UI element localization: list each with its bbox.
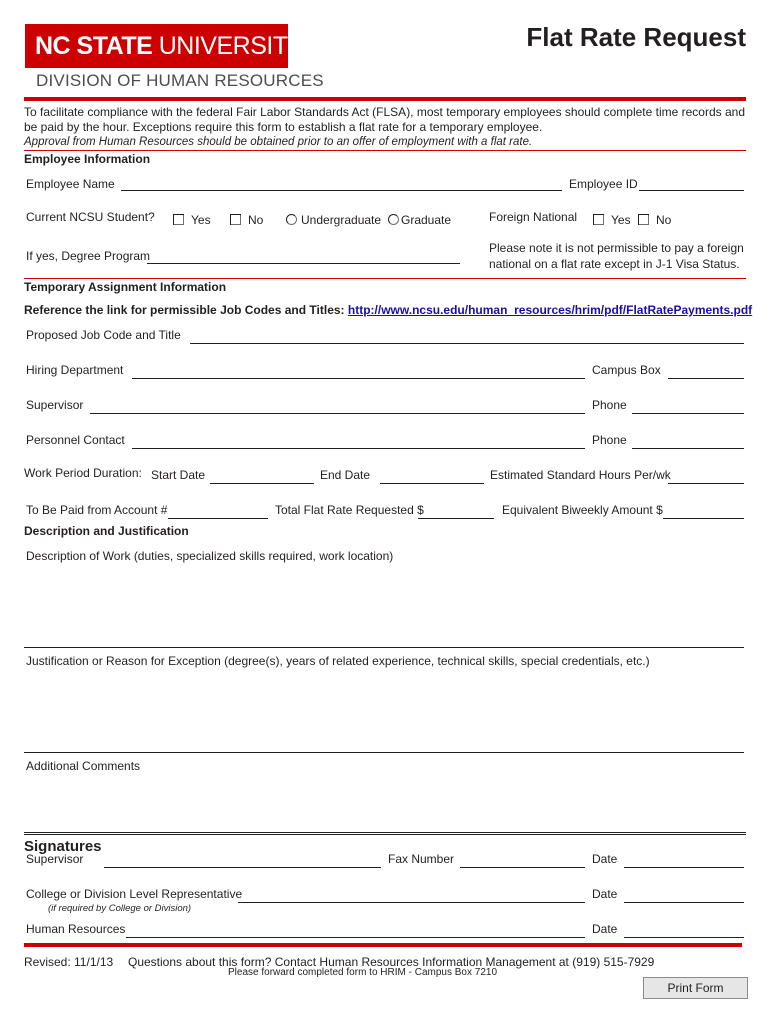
additional-comments-label: Additional Comments [26, 759, 141, 773]
supervisor-signature-label: Supervisor [26, 852, 84, 866]
justification-field[interactable] [24, 671, 744, 751]
description-of-work-label: Description of Work (duties, specialized skills required, work location) [26, 549, 394, 563]
account-field[interactable] [168, 505, 268, 519]
signatures-divider [24, 832, 746, 835]
additional-comments-field[interactable] [24, 776, 744, 831]
logo-main-rest: UNIVERSITY [152, 32, 304, 60]
employee-id-field[interactable] [639, 177, 744, 191]
date-label-3: Date [592, 922, 618, 936]
logo-main-bold: NC STATE [35, 32, 153, 60]
total-flat-rate-field[interactable] [418, 505, 494, 519]
degree-program-field[interactable] [147, 250, 460, 264]
foreign-yes-label: Yes [611, 213, 631, 227]
student-label: Current NCSU Student? [26, 210, 155, 224]
description-of-work-field[interactable] [24, 566, 744, 646]
phone-label: Phone [592, 398, 627, 412]
section-divider [24, 278, 746, 279]
campus-box-label: Campus Box [592, 363, 661, 377]
page-title: Flat Rate Request [526, 22, 746, 52]
employee-id-label: Employee ID [569, 177, 638, 191]
description-section-title: Description and Justification [24, 524, 189, 538]
questions-contact: Questions about this form? Contact Human Resources Information Management at (919) 515-7929 [128, 955, 655, 969]
end-date-field[interactable] [380, 470, 484, 484]
college-representative-label: College or Division Level Representative [26, 887, 243, 901]
hiring-department-field[interactable] [132, 365, 585, 379]
supervisor-signature-field[interactable] [104, 854, 381, 868]
graduate-radio[interactable] [388, 214, 399, 225]
divider [24, 647, 744, 648]
foreign-no-checkbox[interactable] [638, 214, 649, 225]
foreign-no-label: No [656, 213, 672, 227]
employee-section-title: Employee Information [24, 152, 151, 166]
print-form-button[interactable]: Print Form [643, 977, 748, 999]
reference-label: Reference the link for permissible Job Codes and Titles: [24, 303, 345, 317]
header-divider [24, 97, 746, 101]
supervisor-date-field[interactable] [624, 854, 744, 868]
supervisor-phone-field[interactable] [632, 400, 744, 414]
supervisor-field[interactable] [90, 400, 585, 414]
college-representative-field[interactable] [238, 889, 585, 903]
college-note: (if required by College or Division) [48, 903, 192, 914]
human-resources-field[interactable] [126, 924, 585, 938]
personnel-phone-field[interactable] [632, 435, 744, 449]
employee-name-label: Employee Name [26, 177, 115, 191]
college-date-field[interactable] [624, 889, 744, 903]
biweekly-amount-label: Equivalent Biweekly Amount $ [502, 503, 663, 517]
section-divider [24, 150, 746, 151]
fax-number-field[interactable] [460, 854, 585, 868]
undergraduate-radio[interactable] [286, 214, 297, 225]
footer-divider [24, 943, 742, 947]
forward-instructions: Please forward completed form to HRIM - Campus Box 7210 [228, 967, 497, 978]
fax-number-label: Fax Number [388, 852, 455, 866]
student-no-label: No [248, 213, 264, 227]
student-yes-label: Yes [191, 213, 211, 227]
personnel-contact-label: Personnel Contact [26, 433, 125, 447]
student-no-checkbox[interactable] [230, 214, 241, 225]
foreign-yes-checkbox[interactable] [593, 214, 604, 225]
revised-date: Revised: 11/1/13 [24, 955, 114, 969]
foreign-note-line-2: national on a flat rate except in J-1 Visa Status. [489, 257, 740, 271]
work-period-label: Work Period Duration: [24, 466, 142, 480]
nc-state-logo [25, 24, 304, 68]
hiring-department-label: Hiring Department [26, 363, 124, 377]
campus-box-field[interactable] [668, 365, 744, 379]
account-label: To Be Paid from Account # [26, 503, 168, 517]
assignment-section-title: Temporary Assignment Information [24, 280, 227, 294]
job-code-label: Proposed Job Code and Title [26, 328, 181, 342]
supervisor-label: Supervisor [26, 398, 84, 412]
graduate-label: Graduate [401, 213, 452, 227]
start-date-label: Start Date [151, 468, 206, 482]
estimated-hours-field[interactable] [668, 470, 744, 484]
biweekly-amount-field[interactable] [663, 505, 744, 519]
date-label-2: Date [592, 887, 618, 901]
student-yes-checkbox[interactable] [173, 214, 184, 225]
undergraduate-label: Undergraduate [301, 213, 382, 227]
job-code-field[interactable] [190, 330, 744, 344]
foreign-national-label: Foreign National [489, 210, 578, 224]
estimated-hours-label: Estimated Standard Hours Per/wk [490, 468, 671, 482]
flat-rate-payments-link[interactable]: http://www.ncsu.edu/human_resources/hrim/pdf/FlatRatePayments.pdf [347, 303, 753, 317]
date-label-1: Date [592, 852, 618, 866]
foreign-note-line-1: Please note it is not permissible to pay a foreign [489, 241, 744, 255]
reference-line [24, 303, 752, 317]
human-resources-date-field[interactable] [624, 924, 744, 938]
employee-name-field[interactable] [121, 177, 562, 191]
intro-text: To facilitate compliance with the federal Fair Labor Standards Act (FLSA), most temporary employees should complete time records and be paid by the hour. Exceptions require this form to establish a flat rate for a temporary employee. [24, 105, 746, 134]
start-date-field[interactable] [210, 470, 314, 484]
divider [24, 752, 744, 753]
degree-program-label: If yes, Degree Program [26, 249, 151, 263]
end-date-label: End Date [320, 468, 371, 482]
total-flat-rate-label: Total Flat Rate Requested $ [275, 503, 424, 517]
phone-label-2: Phone [592, 433, 627, 447]
human-resources-label: Human Resources [26, 922, 126, 936]
personnel-contact-field[interactable] [132, 435, 585, 449]
logo-subtitle: DIVISION OF HUMAN RESOURCES [36, 71, 324, 90]
signatures-section-title: Signatures [24, 838, 102, 855]
justification-label: Justification or Reason for Exception (degree(s), years of related experience, technical skills, special credentials, etc.) [26, 654, 650, 668]
intro-approval-note: Approval from Human Resources should be obtained prior to an offer of employment with a flat rate. [24, 136, 533, 148]
